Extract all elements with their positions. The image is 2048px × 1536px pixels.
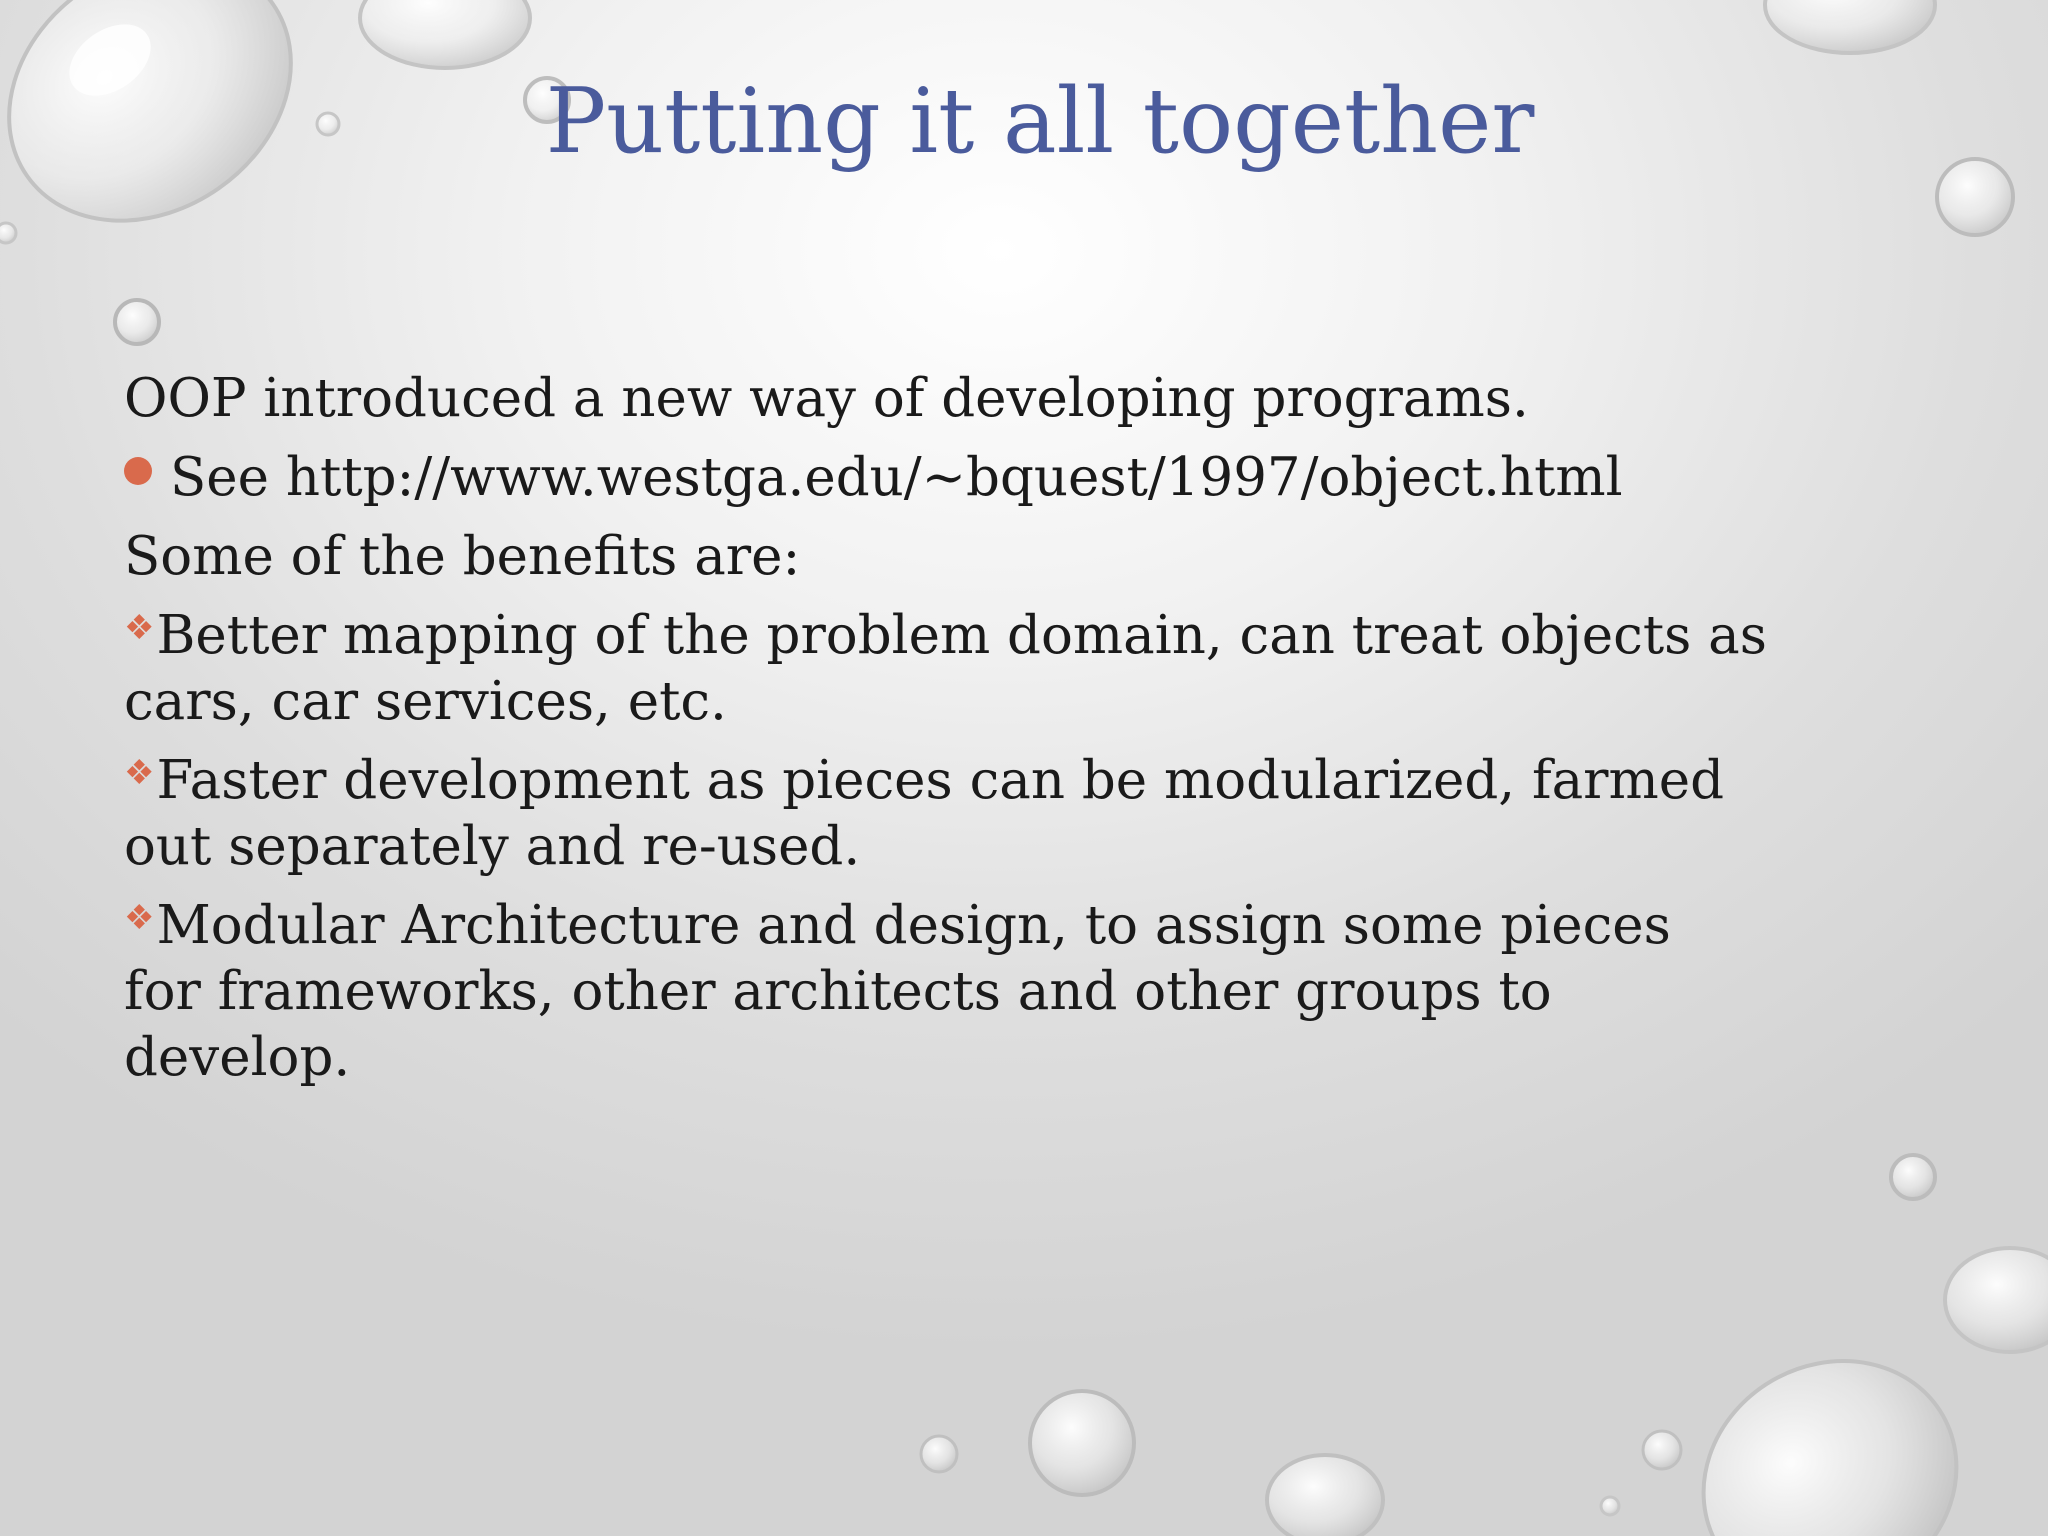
- four-diamond-icon: ❖: [124, 753, 155, 793]
- benefit-item: [124, 893, 1724, 1091]
- link-bullet-item: [124, 445, 1964, 511]
- link-bullet-text: See http://www.westga.edu/~bquest/1997/object.html: [170, 447, 1623, 508]
- benefit-text: Faster development as pieces can be modularized, farmed out separately and re-used.: [124, 750, 1725, 877]
- benefit-text: Better mapping of the problem domain, can treat objects as cars, car services, etc.: [124, 605, 1767, 732]
- intro-text: OOP introduced a new way of developing programs.: [124, 368, 1529, 429]
- four-diamond-icon: ❖: [124, 608, 155, 648]
- slide-title: Putting it all together: [545, 69, 1535, 174]
- benefit-text: Modular Architecture and design, to assign some pieces for frameworks, other architects and other groups to develop.: [124, 895, 1671, 1088]
- benefits-heading: Some of the benefits are:: [124, 526, 801, 587]
- four-diamond-icon: ❖: [124, 898, 155, 938]
- filled-circle-icon: [124, 457, 152, 485]
- benefit-item: [124, 748, 1764, 880]
- slide-body: [124, 366, 1964, 1104]
- benefit-item: [124, 603, 1904, 735]
